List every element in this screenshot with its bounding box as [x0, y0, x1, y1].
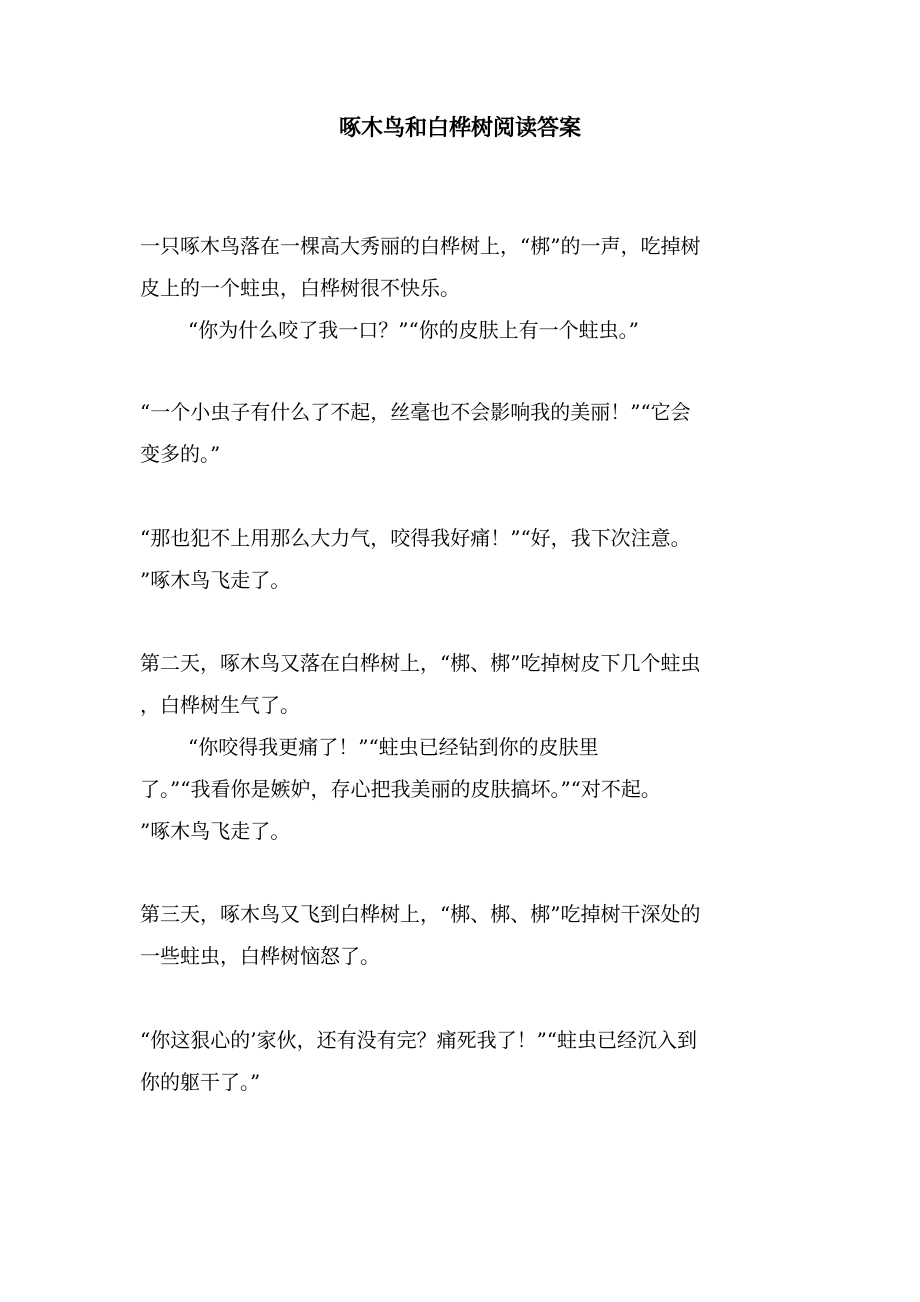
- text-line: “你咬得我更痛了！”“蛀虫已经钻到你的皮肤里: [188, 735, 599, 759]
- text-line: 一些蛀虫，白桦树恼怒了。: [140, 944, 380, 968]
- text-line: “那也犯不上用那么大力气，咬得我好痛！”“好，我下次注意。: [140, 526, 691, 550]
- text-line: 皮上的一个蛀虫，白桦树很不快乐。: [140, 276, 460, 300]
- document-title: 啄木鸟和白桦树阅读答案: [338, 115, 581, 141]
- text-line: ，白桦树生气了。: [140, 693, 300, 717]
- text-line: 你的躯干了。”: [140, 1070, 261, 1094]
- text-line: “你为什么咬了我一口？”“你的皮肤上有一个蛀虫。”: [188, 318, 639, 342]
- text-line: 变多的。”: [140, 442, 221, 466]
- text-line: 了。”“我看你是嫉妒，存心把我美丽的皮肤搞坏。”“对不起。: [140, 777, 661, 801]
- text-line: ”啄木鸟飞走了。: [140, 568, 291, 592]
- text-line: “你这狠心的’家伙，还有没有完？痛死我了！”“蛀虫已经沉入到: [140, 1028, 698, 1052]
- text-line: 一只啄木鸟落在一棵高大秀丽的白桦树上，“梆”的一声，吃掉树: [140, 234, 701, 258]
- text-line: 第二天，啄木鸟又落在白桦树上，“梆、梆”吃掉树皮下几个蛀虫: [140, 651, 701, 675]
- text-line: “一个小虫子有什么了不起，丝毫也不会影响我的美丽！”“它会: [140, 400, 691, 424]
- text-line: ”啄木鸟飞走了。: [140, 819, 291, 843]
- text-line: 第三天，啄木鸟又飞到白桦树上，“梆、梆、梆”吃掉树干深处的: [140, 902, 701, 926]
